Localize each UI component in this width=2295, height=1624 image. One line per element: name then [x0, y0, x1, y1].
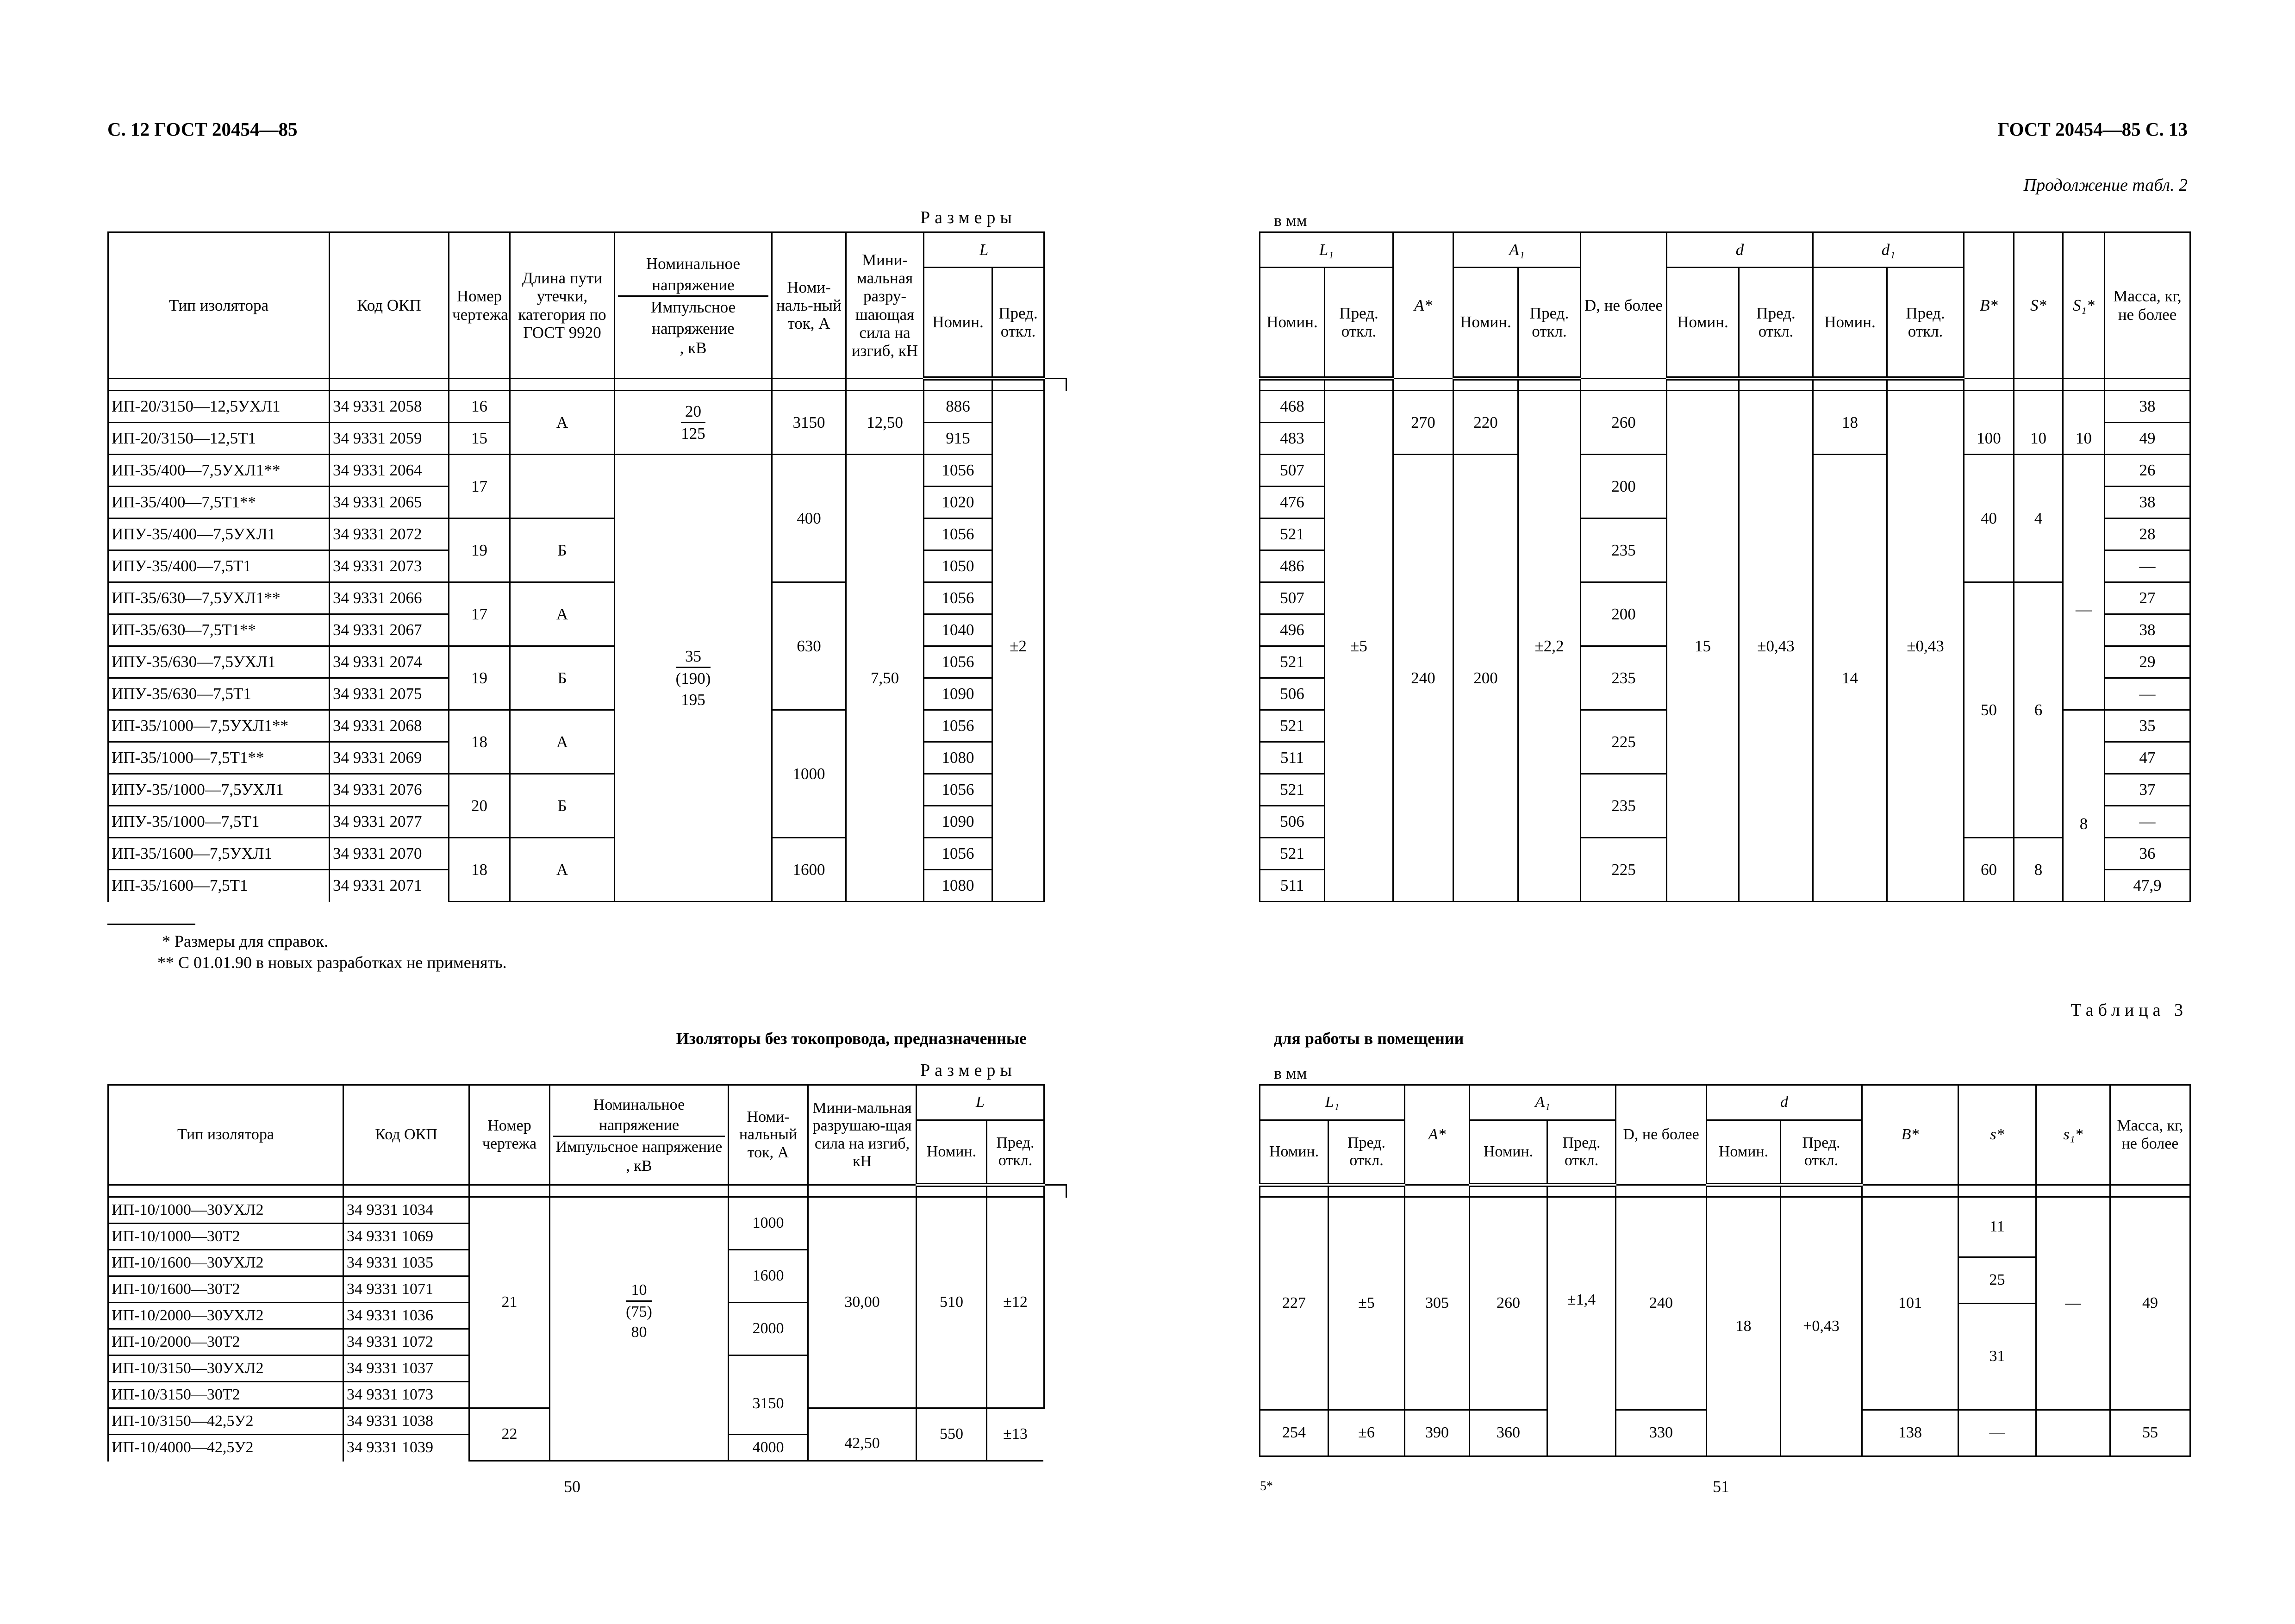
t2-okp: 34 9331 2058	[330, 391, 449, 423]
t3-col-current: Номи-нальный ток, А	[729, 1085, 808, 1185]
table3-label: Таблица 3	[2070, 1000, 2188, 1020]
col-type: Тип изолятора	[108, 232, 330, 379]
t3-col-voltage: $\frac{\text{Номинальное напряжение}}{\text{Импульсное напряжение}}$, кВ	[550, 1085, 729, 1185]
footnote-rule	[107, 924, 195, 925]
t2-type: ИП-20/3150—12,5УХЛ1	[108, 391, 330, 423]
units-label: в мм	[1274, 211, 1307, 230]
table3-right: L₁ A* A₁ D, не более d B* s* s₁* Масса, кг, не более Номин. Пред. откл. Номин. Пред. откл. Номин. Пред. откл. 227 ±5 305 260 ±1,4 240 18 +0,43 101 11 — 49 25 31 254 ±6 390 360 330 138 — 55	[1259, 1084, 2191, 1457]
col-okp: Код ОКП	[330, 232, 449, 379]
page-mark: 5*	[1260, 1479, 1273, 1493]
col-L1: L₁	[1260, 232, 1393, 268]
table2-right: L₁ A* A₁ D, не более d d₁ B* S* S₁* Масса, кг, не более Номин. Пред. откл. Номин. Пред. откл. Номин. Пред. откл. Номин. Пред. откл. 468 ±5 270 220 ±2,2 260 15 ±0,43 18 ±0,43 38 483 100 10 10 49 507 240 200 200 14 40 4 — 26 476 38 521 235 28 486 — 507 200 50 6 27 496 38 521 235 29 506 — 521 225 8 35 511 47 521 235 37 506 — 521 225 60 8 36 511 47,9	[1259, 231, 2191, 902]
t3-col-type: Тип изолятора	[108, 1085, 343, 1185]
col-current: Номи-наль-ный ток, А	[772, 232, 846, 379]
page-number-right: 51	[1713, 1477, 1729, 1496]
footnote-2: ** С 01.01.90 в новых разработках не применять.	[157, 953, 507, 972]
col-B: B*	[1964, 232, 2014, 379]
footnote-1: * Размеры для справок.	[162, 932, 328, 950]
col-A: A*	[1393, 232, 1453, 379]
col-d: d	[1667, 232, 1813, 268]
table3-title-right: для работы в помещении	[1274, 1029, 1464, 1048]
col-S1: S₁*	[2063, 232, 2105, 379]
col-leakage: Длина пути утечки, категория по ГОСТ 9920	[510, 232, 615, 379]
t3-col-drawing: Номер чертежа	[469, 1085, 550, 1185]
units-label-2: в мм	[1274, 1064, 1307, 1082]
page-number-left: 50	[564, 1477, 580, 1496]
page-header-left: С. 12 ГОСТ 20454—85	[107, 119, 298, 140]
col-A1: A₁	[1453, 232, 1581, 268]
col-S: S*	[2014, 232, 2063, 379]
col-L-tol: Пред. откл.	[992, 268, 1044, 379]
page-header-right: ГОСТ 20454—85 С. 13	[1997, 119, 2188, 140]
table2-left: Тип изолятора Код ОКП Номер чертежа Длина пути утечки, категория по ГОСТ 9920 $\frac{\text{Номинальное напряжение}}{\text{Импульсное напряжение}}$, кВ Номи-наль-ный ток, А Мини-мальная разру-шающая сила на изгиб, кН L Номин. Пред. откл. ИП-20/3150—12,5УХЛ1 34 9331 2058 16 А $\frac{20}{125}$ 3150 12,50 886 ±2 ИП-20/3150—12,5Т1 34 9331 2059 15 915 ИП-35/400—7,5УХЛ1** 34 9331 2064 17 35 (190) 195 400 7,50 1056 ИП-35/400—7,5Т1** 34 9331 2065 1020 ИПУ-35/400—7,5УХЛ1 34 9331 2072 19 Б 1056 ИПУ-35/400—7,5Т1 34 9331 2073 1050 ИП-35/630—7,5УХЛ1** 34 9331 2066 17 А 630 1056 ИП-35/630—7,5Т1** 34 9331 2067 1040 ИПУ-35/630—7,5УХЛ1 34 9331 2074 19 Б 1056 ИПУ-35/630—7,5Т1 34 9331 2075 1090 ИП-35/1000—7,5УХЛ1** 34 9331 2068 18 А 1000 1056 ИП-35/1000—7,5Т1** 34 9331 2069 1080 ИПУ-35/1000—7,5УХЛ1 34 9331 2076 20 Б 1056 ИПУ-35/1000—7,5Т1 34 9331 2077 1090 ИП-35/1600—7,5УХЛ1 34 9331 2070 18 А 1600 1056 ИП-35/1600—7,5Т1 34 9331 2071 1080	[107, 231, 1067, 902]
t3-col-L: L	[917, 1085, 1044, 1120]
col-L: L	[924, 232, 1044, 268]
continuation-label: Продолжение табл. 2	[2023, 175, 2188, 195]
col-L-nom: Номин.	[924, 268, 992, 379]
table3-left: Тип изолятора Код ОКП Номер чертежа $\frac{\text{Номинальное напряжение}}{\text{Импульсное напряжение}}$, кВ Номи-нальный ток, А Мини-мальная разрушаю-щая сила на изгиб, кН L Номин. Пред. откл. ИП-10/1000—30УХЛ2 34 9331 1034 21 10 (75) 80 1000 30,00 510 ±12 ИП-10/1000—30Т2 34 9331 1069 ИП-10/1600—30УХЛ2 34 9331 1035 1600 ИП-10/1600—30Т2 34 9331 1071 ИП-10/2000—30УХЛ2 34 9331 1036 2000 ИП-10/2000—30Т2 34 9331 1072 ИП-10/3150—30УХЛ2 34 9331 1037 3150 ИП-10/3150—30Т2 34 9331 1073 ИП-10/3150—42,5У2 34 9331 1038 22 42,50 550 ±13 ИП-10/4000—42,5У2 34 9331 1039 4000	[107, 1084, 1067, 1462]
col-force: Мини-мальная разру-шающая сила на изгиб, кН	[846, 232, 924, 379]
col-voltage: $\frac{\text{Номинальное напряжение}}{\text{Импульсное напряжение}}$, кВ	[615, 232, 772, 379]
table3-title-left: Изоляторы без токопровода, предназначенные	[676, 1029, 1027, 1048]
col-d1: d₁	[1813, 232, 1964, 268]
sizes-label: Размеры	[920, 208, 1017, 227]
col-mass: Масса, кг, не более	[2105, 232, 2190, 379]
t3-col-force: Мини-мальная разрушаю-щая сила на изгиб, кН	[808, 1085, 917, 1185]
sizes-label-2: Размеры	[920, 1061, 1017, 1080]
col-drawing: Номер чертежа	[449, 232, 510, 379]
t3-col-okp: Код ОКП	[343, 1085, 469, 1185]
col-D: D, не более	[1581, 232, 1667, 379]
